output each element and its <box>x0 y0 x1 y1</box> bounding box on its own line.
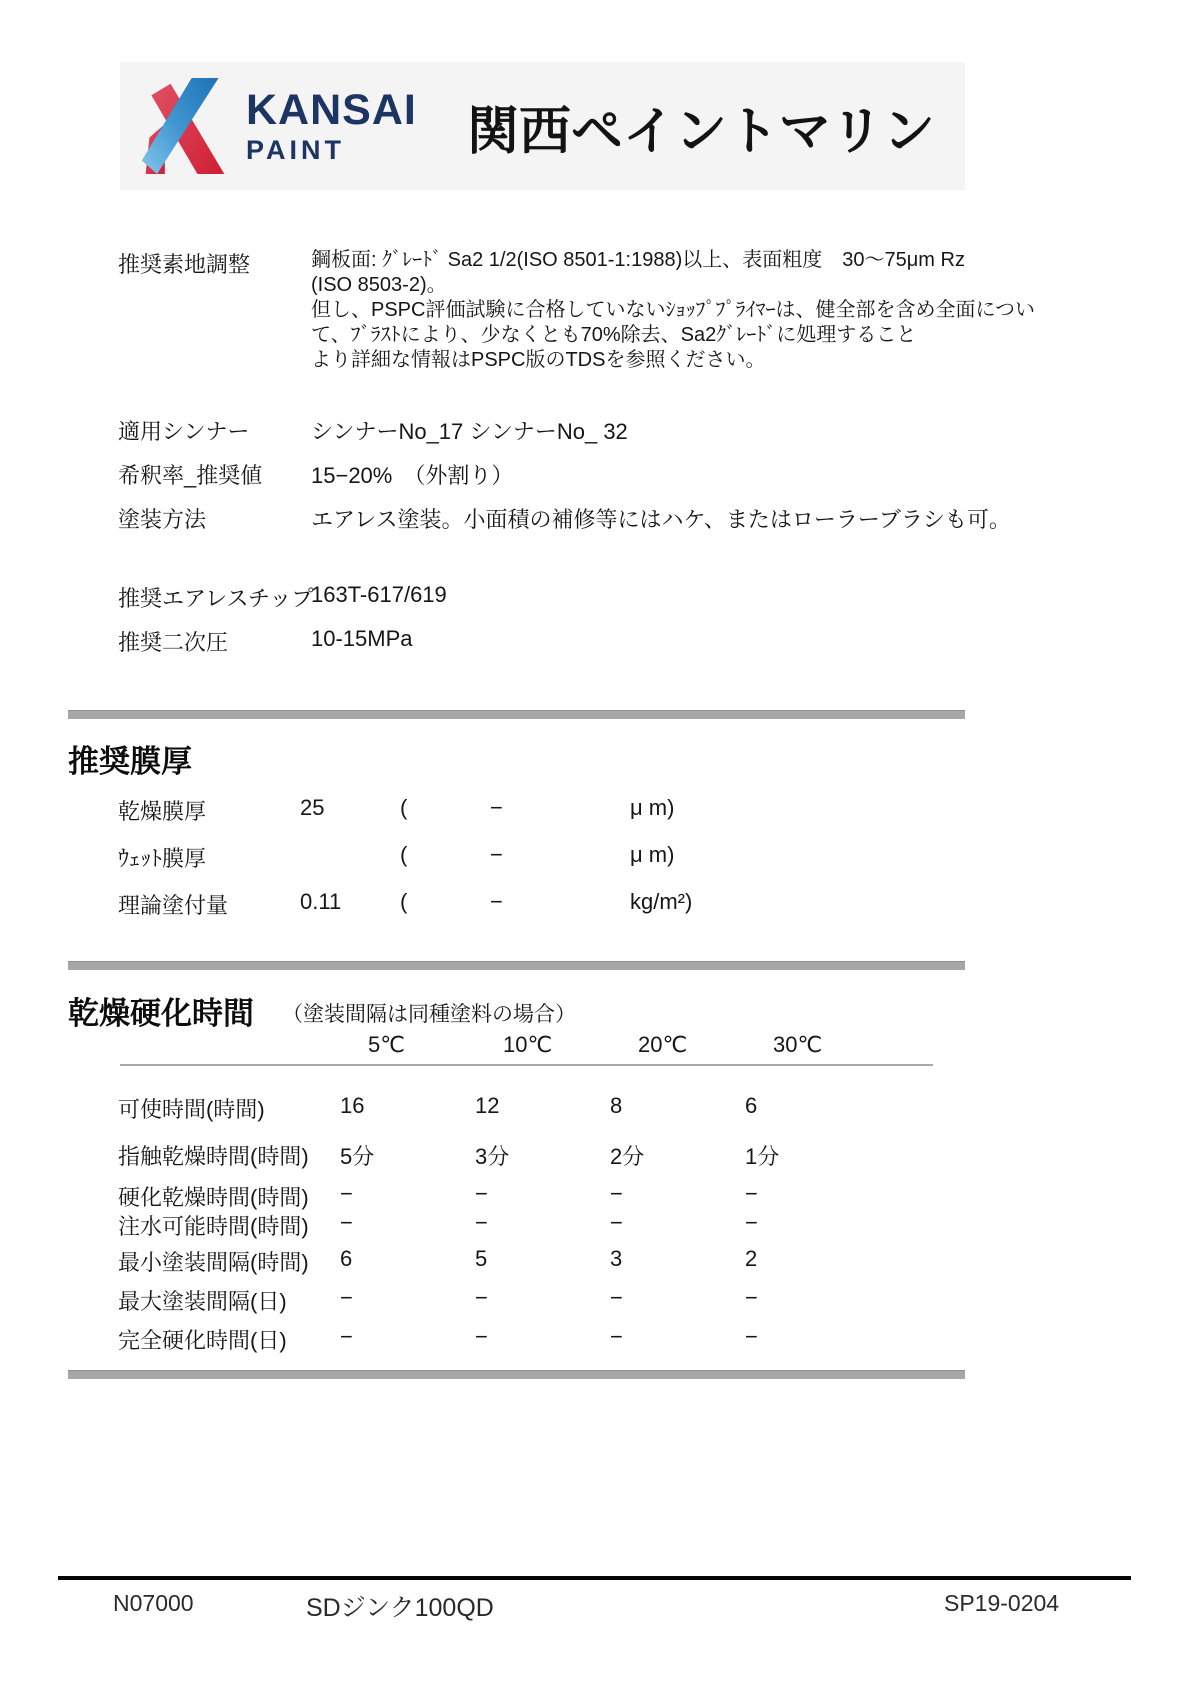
drying-time-heading: 乾燥硬化時間 <box>68 996 254 1031</box>
film-row-unit: kg/m²) <box>630 889 693 914</box>
drying-time-row <box>118 1140 880 1168</box>
section-divider <box>68 961 965 970</box>
drying-time-row <box>118 1093 880 1121</box>
drying-row-label: 最小塗装間隔(時間) <box>118 1250 309 1275</box>
film-thickness-row <box>118 889 692 917</box>
film-thickness-heading: 推奨膜厚 <box>68 744 192 779</box>
drying-time-row <box>118 1285 880 1313</box>
footer-product-name: SDジンク100QD <box>306 1594 494 1622</box>
drying-row-value-20c: − <box>610 1181 623 1206</box>
surface-prep-label: 推奨素地調整 <box>118 252 251 277</box>
spec-row-label: 塗装方法 <box>118 507 207 532</box>
film-row-unit: μ m) <box>630 795 675 820</box>
spec-row-value: 10-15MPa <box>311 626 413 651</box>
drying-row-value-10c: − <box>475 1210 488 1235</box>
kansai-k-mark-icon <box>136 78 232 174</box>
film-row-value: 25 <box>300 795 325 820</box>
temperature-headers <box>340 1032 880 1058</box>
drying-row-value-10c: 3分 <box>475 1144 510 1169</box>
film-row-value: 0.11 <box>300 889 342 914</box>
spec-row-label: 推奨エアレスチップ <box>118 586 314 611</box>
drying-row-value-5c: 5分 <box>340 1144 375 1169</box>
drying-time-row <box>118 1324 880 1352</box>
spec-row-value: エアレス塗装。小面積の補修等にはハケ、またはローラーブラシも可。 <box>311 507 1011 532</box>
temperature-header: 20℃ <box>638 1032 688 1057</box>
footer-doc-number: SP19-0204 <box>944 1590 1060 1616</box>
drying-row-value-20c: − <box>610 1285 623 1310</box>
drying-row-value-30c: − <box>745 1324 758 1349</box>
table-header-rule <box>120 1064 933 1066</box>
drying-row-value-10c: − <box>475 1285 488 1310</box>
drying-row-value-30c: − <box>745 1285 758 1310</box>
temperature-header: 5℃ <box>368 1032 405 1057</box>
film-row-label: ｳｪｯﾄ膜厚 <box>118 846 207 871</box>
header-band <box>120 62 965 190</box>
film-row-dash: − <box>490 889 503 914</box>
temperature-header-row <box>118 1032 880 1058</box>
drying-row-label: 完全硬化時間(日) <box>118 1328 287 1353</box>
spec-row-value: シンナーNo_17 シンナーNo_ 32 <box>311 419 628 444</box>
drying-row-value-10c: 12 <box>475 1093 500 1118</box>
film-thickness-row <box>118 842 692 870</box>
section-divider <box>68 710 965 719</box>
section-divider <box>68 1370 965 1379</box>
temperature-header: 30℃ <box>773 1032 823 1057</box>
logo-wordmark <box>246 85 417 165</box>
drying-row-value-5c: 16 <box>340 1093 365 1118</box>
drying-row-value-30c: 6 <box>745 1093 758 1118</box>
film-row-value <box>300 842 400 870</box>
film-row-dash: − <box>490 795 503 820</box>
drying-row-value-20c: 2分 <box>610 1144 645 1169</box>
drying-row-value-5c: − <box>340 1210 353 1235</box>
film-row-paren: ( <box>400 842 408 867</box>
film-thickness-row <box>118 795 692 823</box>
drying-row-value-30c: 2 <box>745 1246 758 1271</box>
thinner-spec-list <box>118 415 1011 547</box>
logo-kansai-text: KANSAI <box>246 85 417 134</box>
spec-row <box>118 626 447 653</box>
film-row-label: 理論塗付量 <box>118 893 229 918</box>
spec-row-label: 適用シンナー <box>118 419 250 444</box>
film-row-paren: ( <box>400 889 408 914</box>
footer-rule <box>58 1576 1131 1580</box>
drying-row-value-5c: − <box>340 1324 353 1349</box>
drying-row-value-5c: − <box>340 1181 353 1206</box>
drying-row-label: 最大塗装間隔(日) <box>118 1289 287 1314</box>
footer-product-code: N07000 <box>113 1590 194 1616</box>
drying-time-row <box>118 1246 880 1274</box>
spec-row-value: 15−20% （外割り） <box>311 463 514 488</box>
drying-row-label: 注水可能時間(時間) <box>118 1214 309 1239</box>
surface-prep-line: より詳細な情報はPSPC版のTDSを参照ください。 <box>311 349 766 371</box>
drying-time-row <box>118 1181 880 1209</box>
spec-row <box>118 582 447 609</box>
drying-row-value-10c: − <box>475 1324 488 1349</box>
airless-spec-list <box>118 582 447 670</box>
drying-row-value-20c: − <box>610 1210 623 1235</box>
surface-prep-line: (ISO 8503-2)。 <box>311 274 447 296</box>
spec-row <box>118 415 1011 442</box>
temperature-header: 10℃ <box>503 1032 553 1057</box>
film-thickness-table <box>118 795 692 936</box>
brand-name-japanese: 関西ペイントマリン <box>466 102 935 161</box>
temperature-header-spacer <box>118 1032 340 1058</box>
drying-row-value-10c: 5 <box>475 1246 488 1271</box>
spec-row-value: 163T-617/619 <box>311 582 447 607</box>
spec-row <box>118 459 1011 486</box>
drying-row-value-10c: − <box>475 1181 488 1206</box>
drying-row-value-30c: 1分 <box>745 1144 780 1169</box>
surface-prep-line: 鋼板面: ｸﾞﾚｰﾄﾞ Sa2 1/2(ISO 8501-1:1988)以上、表面粗度 30～75μm Rz <box>311 249 965 271</box>
surface-prep-line: て、ﾌﾞﾗｽﾄにより、少なくとも70%除去、Sa2ｸﾞﾚｰﾄﾞに処理すること <box>311 324 917 346</box>
surface-prep-row <box>118 248 1036 373</box>
spec-row-label: 希釈率_推奨値 <box>118 463 263 488</box>
film-row-label: 乾燥膜厚 <box>118 799 207 824</box>
drying-row-value-30c: − <box>745 1210 758 1235</box>
drying-row-value-20c: − <box>610 1324 623 1349</box>
surface-prep-line: 但し、PSPC評価試験に合格していないｼｮｯﾌﾟﾌﾟﾗｲﾏｰは、健全部を含め全面につい <box>311 299 1036 321</box>
drying-row-label: 硬化乾燥時間(時間) <box>118 1185 309 1210</box>
drying-row-value-20c: 3 <box>610 1246 623 1271</box>
drying-row-value-30c: − <box>745 1181 758 1206</box>
drying-times-table <box>118 1093 880 1352</box>
film-row-dash: − <box>490 842 503 867</box>
logo-paint-text: PAINT <box>246 134 345 165</box>
drying-row-value-20c: 8 <box>610 1093 623 1118</box>
drying-row-label: 可使時間(時間) <box>118 1097 265 1122</box>
drying-time-row <box>118 1210 880 1238</box>
drying-row-label: 指触乾燥時間(時間) <box>118 1144 309 1169</box>
drying-time-note: （塗装間隔は同種塗料の場合） <box>282 1003 576 1026</box>
spec-row-label: 推奨二次圧 <box>118 630 229 655</box>
drying-row-value-5c: 6 <box>340 1246 353 1271</box>
kansai-paint-logo <box>136 78 417 174</box>
film-row-paren: ( <box>400 795 408 820</box>
film-row-unit: μ m) <box>630 842 675 867</box>
drying-row-value-5c: − <box>340 1285 353 1310</box>
surface-prep-value <box>311 248 1036 373</box>
spec-row <box>118 503 1011 530</box>
